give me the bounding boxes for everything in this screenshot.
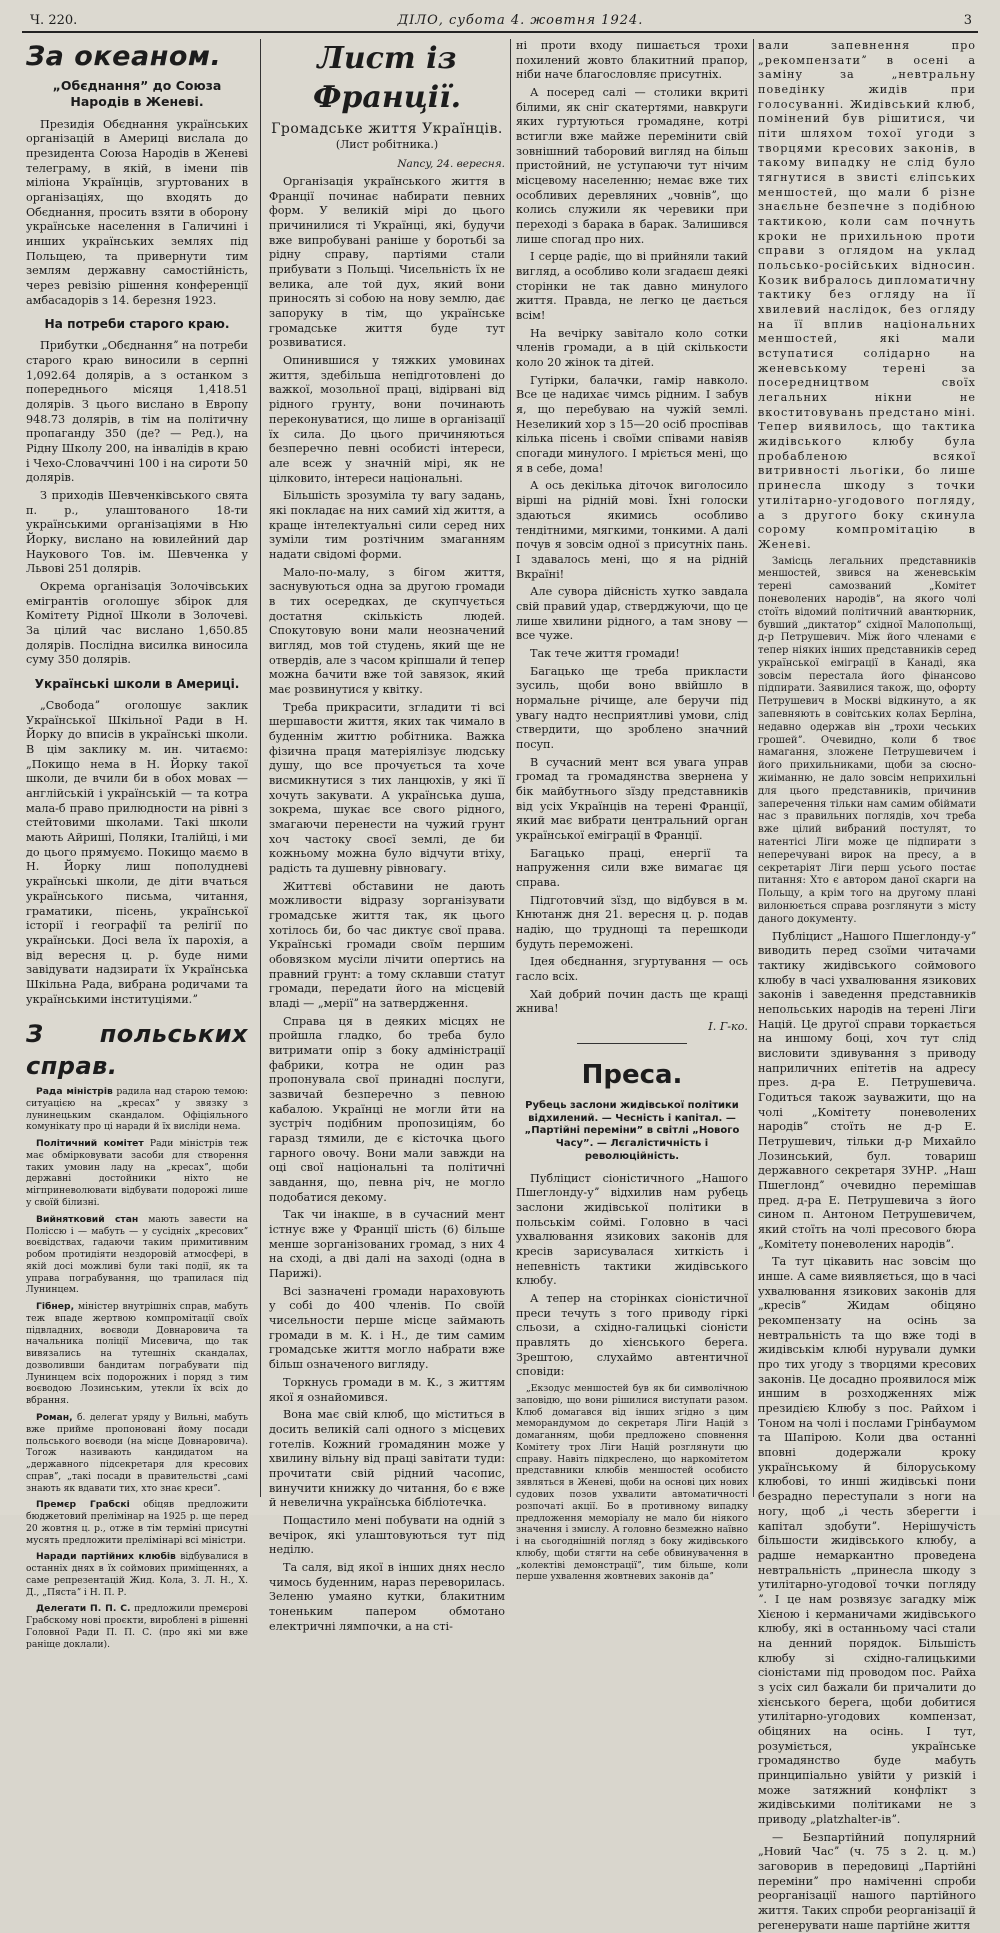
section-title-overseas: За океаном. [26, 41, 222, 72]
article-paragraph: А ось декілька діточок виголосило вірші на рідній мові. Їхні голоски здаються якимись особливо тендітними, мягкими, тонкими. А далі почув я зовсім одної з присутніх пань. І здавалось мені, що я на рідній Вкраїні! [516, 479, 748, 581]
divider-rule [577, 1043, 687, 1044]
column-1 [26, 39, 248, 1650]
news-note: Роман, б. делегат уряду у Вильні, мабуть вже прийме пропоновані йому посади польського воєводи (на місце Довнаровича). Тогож називають кандидатом на „державного підсекретаря для кресових справˮ, „такі посади в правительстві „самі знають як вдавати тих, хто знає кресиˮ. [26, 1411, 248, 1494]
article-paragraph: Прибутки „Обєднанняˮ на потреби старого краю виносили в серпні 1,092.64 долярів, а з останком з попереднього місяця 1,418.51 долярів. З цього вислано в Европу 948.73 долярів, в тім на політичну пропаганду 350 (де? — Ред.), на Рідну Школу 200, на інвалідів в краю і Чехо-Словаччині 100 і на сироти 50 долярів. [26, 339, 248, 485]
page-number: 3 [963, 13, 972, 28]
article-paragraph: А посеред салі — столики вкриті білими, як сніг скатертями, навкруги яких гуртуються громадяне, котрі встигли вже майже перемінити свій зовнішний таборовий вигляд на більш пристойний, не уступаючи тут нічим місцевому населенню; немає вже тих особливих деревляних „човнівˮ, що колись служили як черевики при переході з барака в барак. Залишився лише спогад про них. [516, 86, 748, 246]
polish-affairs-notes [26, 1086, 248, 1650]
news-note: Наради партійних клюбів відбувалися в останніх днях в їх соймових приміщеннях, а саме репрезентацій Жид. Кола, З. Л. Н., Х. Д., „Пястаˮ і Н. П. Р. [26, 1551, 248, 1598]
article-paragraph: Пощастило мені побувати на одній з вечірок, які улаштовуються тут під неділю. [269, 1513, 505, 1557]
article-paragraph: Справа ця в деяких місцях не пройшла гладко, бо треба було витримати опір з боку адміністрації фабрики, котра не один раз пропонувала свої принадні послуги, зазвичай безперечно з певною кабалою. Українці не могли йти на зустріч подібним пропозиціям, бо гаразд тямили, де є кісточка цього гарного овочу. Вони мали завжди на оці свої національні та політичні завдання, що, певна річ, не могло подобатися декому. [269, 1014, 505, 1204]
article-byline: (Лист робітника.) [335, 137, 439, 151]
press-quote [516, 1383, 748, 1583]
article-paragraph: Вона має свій клюб, що міститься в досить великій салі одного з місцевих готелів. Кожний громадянин може у хвилину вільну від праці завітати туди: прочитати свій рідний часопис, винучити книжку до читання, бо є вже й невелична українська бібліотечка. [269, 1408, 505, 1510]
column-divider [260, 39, 261, 1497]
article-paragraph: Так тече життя громади! [530, 646, 680, 660]
article-paragraph: Багацько ще треба прикласти зусиль, щоби воно ввійшло в нормальне річище, але беручи під увагу надто несприятливі умови, слід ствердити, що зроблено значний посуп. [516, 664, 748, 751]
column-3 [516, 39, 748, 1583]
article-paragraph: Але сувора дійсність хутко завдала свій правий удар, стверджуючи, що це лише хвилини рідного, а там знову — все чуже. [516, 585, 748, 643]
article-paragraph: Замісць легальних представників меншостей, звився на женевськім терені самозваний „Комітет поневолених народівˮ, на якого чолі стоїть відомий політичний авантюрник, бувший „диктаторˮ східної Малопольщі, д-р Петрушевич. Між його членами є тепер ніяких інших представників серед української еміграції в Канаді, яка зовсім перестала його фінансово підпирати. Заявилися також, що, офорту Петрушевич в Москві відкинуто, а як запевняють в совітських колах Берліна, недавно одержав він „трохи чеських грошейˮ. Очевидно, коли б твоє намагання, зложене Петрушевичем і його прихильниками, щоби за сюсно-жиіманню, не дало зовсім неприхильні для цього представників, причинив заперечення тільки нам самим обіймати нас з правильних поглядів, хоч треба вже цілий вибраний постулят, то натентісі Ліги може це підпирати з неперечувані вирок на пресу, а в секретаріят Ліги перш усього постає питання: Хто є автором даної скарги на Польщу, а крім того на другому плані вилонюється справа розглянути з місту даного документу. [758, 555, 976, 925]
article-paragraph: Мало-по-малу, з бігом життя, заснувуються одна за другою громади в тих осередках, де скупчується достатня скількість людей. Спокутовую вони мали неозначений вигляд, мов той студень, який ще не отвердів, але з часом кріпшали й тепер можна бачити вже той завязок, який має розвинутися у квітку. [269, 565, 505, 696]
article-paragraph: вали запевнення про „рекомпензатиˮ в осені а заміну за „невтральну поведінку жидів при голосуванні. Жидівський клюб, помінений був рішитися, чи піти шляхом тохої угоди з творцями кресових законів, в такому випадку не слід було тягнутися в звисті єліпських меншостей, що мали б різне знаєльне безпечне з подібною тактикою, коли сам почнуть кроки не прихильною проти справи з оглядом на уклад польсько-російських відносин. Козик вибралось дипломатичну тактику без огляду на її хвилевий наслідок, без огляду на її вплив національних меншостей, які мали вступатися солідарно на женевському терені за посередництвом своїх легальних нікни не вкоститовувань предстано міні. Тепер виявилось, що тактика жидівського клюбу була пробабленою всякої витривності льогіки, бо лише принесла шкоду з точки утилітарно-угодового погляду, а з другого боку скинула сорому компромітацію в Женеві. [758, 39, 976, 551]
article-paragraph: Президія Обєднання українських організацій в Америці вислала до президента Союза Народів в Женеві телеграму, в якій, в імени пів міліона Українців, згуртованих в організаціях, що входять до Обєднання, просить взяти в оборону українське населення в Галичині і инших українських землях під Польщею, та привернути тим землям державну самостійність, через ревізію рішення конференції амбасадорів з 14. березня 1923. [26, 117, 248, 307]
article-paragraph: — Безпартійний популярний „Новий Часˮ (ч. 75 з 2. ц. м.) заговорив в передовиці „Партійні переміниˮ про наміченні спроби реорганізації нашого партійного життя. Таких спроби реорганізації й регенерувати наше партійне життя [758, 1830, 976, 1932]
news-note: Премєр Грабскі обіцяв предложити бюджетовий прелімінар на 1925 р. ще перед 20 жовтня ц. р., отже в тім терміні присутні мусять предложити прелімінарі всі міністри. [26, 1499, 248, 1546]
news-note: Вийнятковий стан мають завести на Поліссю і — мабуть — у сусідніх „кресовихˮ воєвідствах, гадаючи таким примитивним робом протидіяти нездоровій атмосфері, в якій досі можливі були такі події, як та управа пограбування, що трапилася під Лунинцем. [26, 1213, 248, 1296]
article-subtitle: Громадське життя Українців. [271, 120, 503, 137]
article-paragraph: Більшість зрозуміла ту вагу задань, які покладає на них самий хід життя, а краще інтелектуальні сили серед них зуміли тим розтічним змаганням надати свідомі форми. [269, 489, 505, 561]
article-paragraph: І серце радіє, що ві прийняли такий вигляд, а особливо коли згадаєш деякі сторінки не так давно минулого життя. Правда, не легко це дається всім! [516, 250, 748, 323]
article-paragraph: Ідея обєднання, згуртування — ось гасло всіх. [516, 955, 748, 983]
article-paragraph: Треба прикрасити, згладити ті всі шершавости життя, яких так чимало в буденнім життю робітника. Важка фізична праця матеріялізує людську душу, що все прочується та хоче висмикнутися з тих ланцюхів, у які її хочуть закувати. А українська душа, зокрема, шукає все свого рідного, змагаючи перенести на чужий грунт хоч частоку своєї землі, де би кожньому можна було відчути втіху, радість та душевну рівновагу. [269, 700, 505, 875]
column-divider [753, 39, 754, 1497]
article-paragraph: „Свободаˮ оголошує заклик Української Шкільної Ради в Н. Йорку до вписів в українські школи. В цім заклику м. ин. читаємо: „Покищо нема в Н. Йорку такої школи, де вчили би в обох мовах — англійській і українській — та котра мала-б право прилюдности на рівні з стейтовими школами. Такі школи мають Айриші, Поляки, Італійці, і ми до цього прямуємо. Покищо маємо в Н. Йорку лиш пополудневі українські школи, де діти вчаться українського письма, читання, граматики, пісень, української історії і географії та релігії по українськи. Досі вела їх парохія, а від вересня ц. р. буде ними завідувати надзирати їх Українська Шкільна Рада, вибрана родичами та українськими інституціями.ˮ [26, 699, 248, 1006]
press-lead-summary: Рубець заслони жидівської політики відхилений. — Чесність і капітал. — „Партійні переміниˮ в світлі „Нового Часуˮ. — Лєгалістичність і революційність. [524, 1099, 740, 1162]
author-signature: І. Г-ко. [708, 1020, 748, 1033]
article-paragraph: Багацько праці, енергії та напруження сили вже вимагає ця справа. [516, 846, 748, 889]
article-paragraph: Організація українського життя в Франції починає набирати певних форм. У великій мірі до цього причинилися ті Українці, які, будучи вже випробувані раніше у боротьбі за рідну справу, партіями стали прибувати з Польщі. Чисельність їх не велика, але той дух, який вони приносять зі собою на нову землю, дає запоруку в тім, що українське громадське життя буде тут розвиватися. [269, 175, 505, 350]
column-4 [758, 39, 976, 1932]
article-paragraph: Та саля, від якої в інших днях несло чимось буденним, нараз переворилась. Зеленю умаяно кутки, блакитним тоненьким папером обмотано електричні лямпочки, а на сті- [269, 1560, 505, 1633]
section-title-press: Преса. [581, 1059, 683, 1090]
article-heading: На потреби старого краю. [44, 317, 230, 332]
article-heading: Українські школи в Америці. [34, 677, 240, 692]
article-paragraph: Публіцист сіоністичного „Нашого Пшеглонду-уˮ відхилив нам рубець заслони жидівської політики в польськім соймі. Головно в часі ухвалювання язикових законів для кресів зарисувалася хиткість і непевність тактики жидівського клюбу. [516, 1171, 748, 1288]
article-paragraph: Гутірки, балачки, гамір навколо. Все це надихає чимсь рідним. І забув я, що перебуваю на чужій землі. Незеликий хор з 15—20 осіб проспівав кілька пісень і своїми співами навіяв спогади минулого. І мріється мені, що я в себе, дома! [516, 373, 748, 475]
article-paragraph: В сучасний мент вся увага управ громад та громадянства звернена у бік майбутнього зїзду представників від усіх Українців на терені Франції, який має вибрати центральний орган української еміграції в Франції. [516, 755, 748, 842]
article-paragraph: Хай добрий почин дасть ще кращі жнива! [516, 987, 748, 1016]
news-note: Рада міністрів радила над старою темою: ситуацією на „кресахˮ у звязку з лунинецьким скандалом. Офіціяльного комунікату про ці наради й їх висліди нема. [26, 1086, 248, 1133]
masthead [22, 10, 978, 33]
issue-number: Ч. 220. [30, 13, 78, 28]
news-note: Політичний комітет Ради міністрів теж має обмірковувати засоби для створення таких умовин ладу на „кресахˮ, щоби державні достойники ніхто не мігприневолювати відбувати подорожі лише у своїй білизні. [26, 1138, 248, 1208]
article-paragraph: А тепер на сторінках сіоністичної преси течуть з того приводу гіркі сльози, а східно-галицькі сіоністи правлять до хієнського берега. Зрештою, слухаймо автентичної сповіди: [516, 1292, 748, 1379]
column-divider [510, 39, 511, 1497]
article-paragraph: Опинившися у тяжких умовинах життя, здебільша непідготовлені до важкої, мозольної праці, відірвані від рідного грунту, вони починають переконуватися, що лише в організації їх сила. До цього причиняються безперечно певні особисті інтереси, але всеж у значній мірі, як не цілковито, інтереси національні. [269, 354, 505, 485]
article-paragraph: ні проти входу пишається трохи похилений жовто блакитний прапор, ніби наче благословляє присутніх. [516, 39, 748, 82]
dateline: Nancy, 24. вересня. [397, 158, 505, 171]
article-paragraph: На вечірку завітало коло сотки членів громади, а в цій скількости коло 20 жінок та дітей. [516, 326, 748, 370]
article-paragraph: Та тут цікавить нас зовсім що инше. А саме виявляється, що в часі ухвалювання язикових законів для „кресівˮ Жидам обіцяно рекомпензату на осінь за невтральність та що вже тоді в жидівськім клюбі нурували думки про тих угоду з творцями кресових законів. Це досадно проявилося між иншим в розходженнях між президією Клюбу з пос. Райхом і Тоном на чолі і послами Грінбаумом та Шапірою. Коли два останні вповні додержали кроку українському й білоруському клюбові, то инші жидівські пони безрадно переступали з ноги на ногу, щоб „і честь зберегти і капітал здобутиˮ. Нерішучість більшости жидівського клюбу, а радше немаркантно проведена невтральність „принесла шкоду з утилітарно-угодової точки погляду ˮ. І це нам розвязує загадку між Хієною і керманичами жидівського клюбу, які в останньому часі стали на денний порядок. Більшість клюбу зі східно-галицькими сіоністами під проводом пос. Райха з усіх сил бажали би причалити до хієнського берега, щоби добитися утилітарно-угодових компензат, обіцяних на осінь. І тут, розуміється, українське громадянство буде мабуть принципіально увійти у ризкій і може затяжний конфлікт з жидівськими політиками не з приводу „platzhalter-івˮ. [758, 1255, 976, 1826]
news-note: Гібнер, міністер внутрішніх справ, мабуть теж впаде жертвою компромітації своїх підвладних, воєводи Довнаровича та начальника поліції Мисевича, що так вивязались на тутешніх скандалах, дозволивши бандитам пограбувати під Лунинцем всіх подорожних і поряд з тим воєводою Лозинським, утекли їх всіх до вбрання. [26, 1301, 248, 1407]
article-heading: „Обєднанняˮ до Союза Народів в Женеві. [52, 78, 222, 109]
quote-paragraph: „Екзодус меншостей був як би символічною заповідю, що вони рішилися виступати разом. Клюб домагався від інших згідно з цим меморандумом до секретаря Ліги Націй з домаганням, щоби предложено сповнення Комітету трох Ліги Націй розглянути цю справу. Навіть підкреслено, що наркомітетом представники клюбів меншостей особисто зявляться в Женеві, щоби на основі цих нових судових позов ухвалити автоматичності розпочаті акції. Бо в противному випадку предложення меморіалу не мало би ніякого значення і змислу. А головно безмежно наївно і на сьогоднішній погляд з боку жидівського клюбу, щоби стягти на себе обвинувачення в „колектіві демонстраціїˮ, тим більше, коли перше ухвалення жовтневих законів даˮ [516, 1383, 748, 1583]
masthead-title-date: ДІЛО, субота 4. жовтня 1924. [397, 13, 644, 28]
news-note: Делегати П. П. С. предложили премєрові Грабскому нові проєкти, вироблені в рішенні Головної Ради П. П. С. (про які ми вже раніще доклали). [26, 1603, 248, 1650]
column-2 [269, 39, 505, 1633]
article-paragraph: Підготовчий зїзд, що відбувся в м. Кнютанж дня 21. вересня ц. р. подав надію, що труднощі та перешкоди будуть переможені. [516, 893, 748, 951]
article-paragraph: Публіцист „Нашого Пшеглонду-уˮ виводить перед сзоїми читачами тактику жидівського соймового клюбу в часі ухвалювання язикових законів і заведення представників непольських народів на терені Ліги Націй. Це другої справи торкається на иншому боці, хоч тут слід висловити здивування з приводу наприличних епітетів на адресу през. д-ра Е. Петрушевича. Годиться також зауважити, що на чолі „Комітету поневолених народівˮ стоїть не д-р Е. Петрушевич, тільки д-р Михайло Лозинський, бул. товариш державного секретаря ЗУНР. „Наш Пшеглондˮ очевидно перемішав пред. д-ра Е. Петрушевича з його сином п. Антоном Петрушевичем, який стоїть на чолі пресового бюра „Комітету поневолених народівˮ. [758, 929, 976, 1251]
article-paragraph: Так чи інакше, в в сучасний мент істнує вже у Франції шість (6) більше менше зорганізованих громад, з них 4 на сході, а дві далі на заході (одна в Парижі). [269, 1208, 505, 1281]
article-paragraph: Торкнусь громади в м. К., з життям якої я ознайомився. [269, 1375, 505, 1404]
article-paragraph: Життєві обставини не дають можливости відразу зорганізувати громадське життя так, як цього хотілось би, бо час диктує свої права. Українські громади своїм першим обовязком мусіли лічити опертись на правний грунт: а тому склавши статут громади, передати його на місцевій владі — „меріїˮ на затвердження. [269, 879, 505, 1011]
article-paragraph: Окрема організація Золочівських емігрантів оголошує збірок для Комітету Рідної Школи в Золочеві. За цілий час вислано 1,650.85 долярів. Послідна висилка виносила суму 350 долярів. [26, 580, 248, 667]
article-title-letter-from-france: Лист із Франції. [312, 41, 462, 116]
article-paragraph: З приходів Шевченківського свята п. р., улаштованого 18-ти українськими організаціями в Ню Йорку, вислано на ювилейний дар Наукового Тов. ім. Шевченка у Львові 251 долярів. [26, 489, 248, 576]
article-paragraph: Всі зазначені громади нараховують у собі до 400 членів. По своїй чисельности перше місце займають громади в м. К. і Н., де тим самим громадське життя могло набрати вже більш означеного вигляду. [269, 1284, 505, 1372]
section-title-polish-affairs: З польських справ. [26, 1020, 248, 1080]
